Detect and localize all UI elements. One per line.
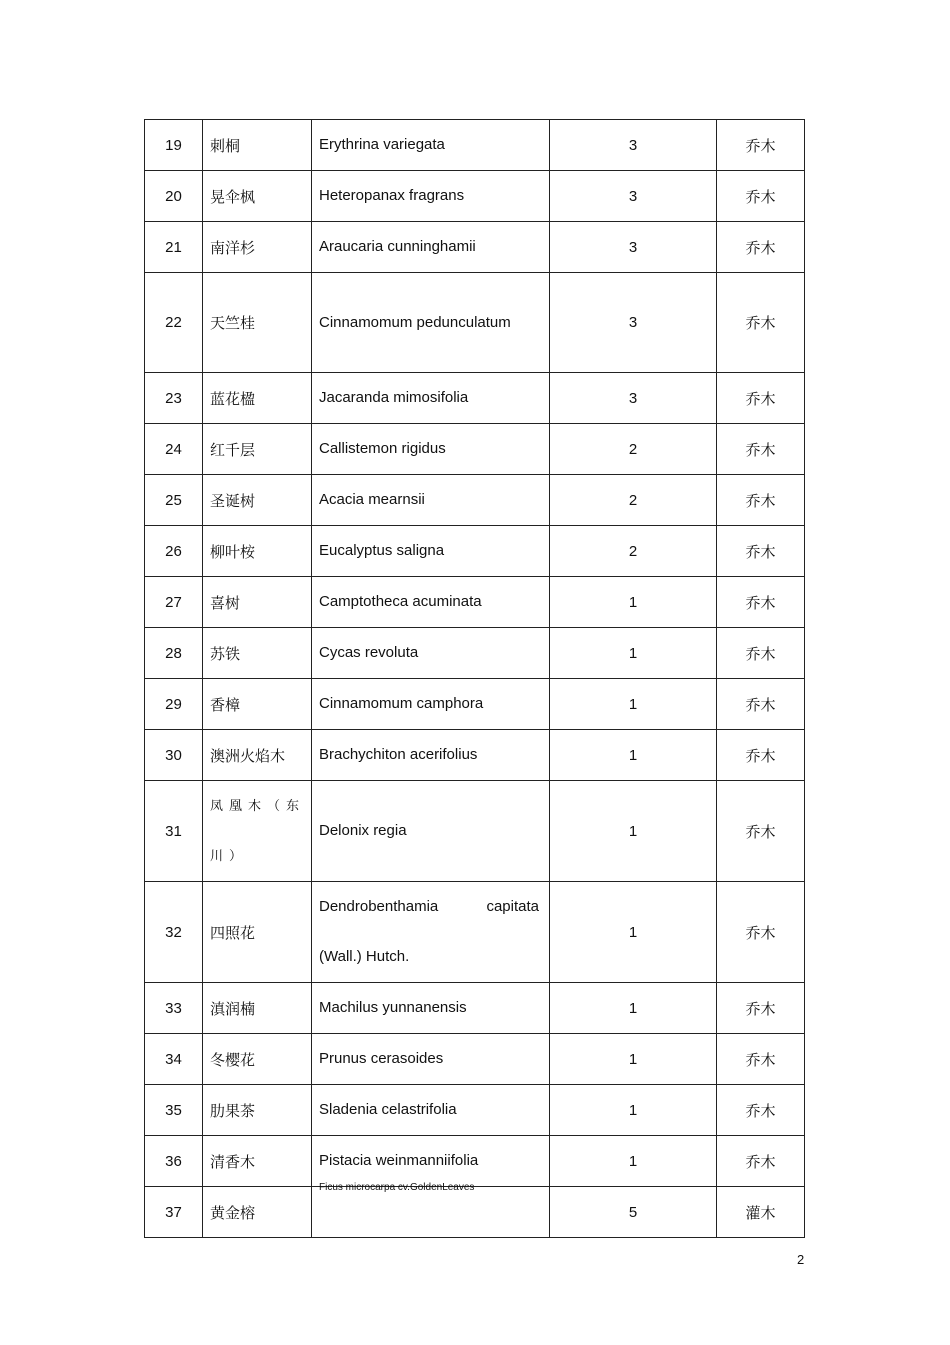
page-number: 2 (797, 1252, 805, 1267)
plant-type: 乔木 (717, 120, 805, 171)
chinese-name: 柳叶桉 (203, 526, 312, 577)
row-number: 29 (145, 679, 203, 730)
scientific-name: Callistemon rigidus (312, 424, 550, 475)
table-row (145, 882, 805, 983)
row-number: 31 (145, 781, 203, 882)
row-number: 21 (145, 222, 203, 273)
table-row (145, 222, 805, 273)
plant-type: 乔木 (717, 475, 805, 526)
row-number: 30 (145, 730, 203, 781)
plant-list-table (144, 119, 805, 1238)
scientific-name: Prunus cerasoides (312, 1034, 550, 1085)
scientific-name: Delonix regia (312, 781, 550, 882)
table-row (145, 1034, 805, 1085)
row-number: 27 (145, 577, 203, 628)
quantity: 1 (550, 628, 717, 679)
chinese-name: 冬樱花 (203, 1034, 312, 1085)
chinese-name: 香樟 (203, 679, 312, 730)
chinese-name: 滇润楠 (203, 983, 312, 1034)
chinese-name: 澳洲火焰木 (203, 730, 312, 781)
scientific-name: Brachychiton acerifolius (312, 730, 550, 781)
plant-type: 乔木 (717, 628, 805, 679)
chinese-name: 清香木 (203, 1136, 312, 1187)
row-number: 22 (145, 273, 203, 373)
quantity: 3 (550, 373, 717, 424)
scientific-name: Acacia mearnsii (312, 475, 550, 526)
quantity: 2 (550, 475, 717, 526)
plant-type: 乔木 (717, 577, 805, 628)
quantity: 1 (550, 679, 717, 730)
row-number: 26 (145, 526, 203, 577)
quantity: 1 (550, 1034, 717, 1085)
table-row (145, 120, 805, 171)
scientific-name: Cinnamomum camphora (312, 679, 550, 730)
quantity: 1 (550, 730, 717, 781)
quantity: 2 (550, 424, 717, 475)
scientific-name-wrapped: Dendrobenthamia capitata (Wall.) Hutch. (319, 898, 539, 965)
quantity: 1 (550, 1085, 717, 1136)
row-number: 23 (145, 373, 203, 424)
table-row (145, 1187, 805, 1238)
plant-type: 乔木 (717, 882, 805, 983)
chinese-name: 肋果茶 (203, 1085, 312, 1136)
row-number: 19 (145, 120, 203, 171)
scientific-name: Sladenia celastrifolia (312, 1085, 550, 1136)
scientific-name: Camptotheca acuminata (312, 577, 550, 628)
scientific-name: Cinnamomum pedunculatum (312, 273, 550, 373)
plant-type: 乔木 (717, 526, 805, 577)
row-number: 34 (145, 1034, 203, 1085)
plant-type: 乔木 (717, 222, 805, 273)
scientific-name: Jacaranda mimosifolia (312, 373, 550, 424)
table-row (145, 983, 805, 1034)
quantity: 1 (550, 1136, 717, 1187)
plant-type: 乔木 (717, 1085, 805, 1136)
quantity: 3 (550, 120, 717, 171)
table-row (145, 475, 805, 526)
chinese-name: 南洋杉 (203, 222, 312, 273)
plant-type: 乔木 (717, 983, 805, 1034)
plant-type: 乔木 (717, 1034, 805, 1085)
scientific-name (312, 1182, 550, 1238)
quantity: 5 (550, 1187, 717, 1238)
chinese-name: 晃伞枫 (203, 171, 312, 222)
row-number: 33 (145, 983, 203, 1034)
chinese-name: 刺桐 (203, 120, 312, 171)
table-row (145, 628, 805, 679)
row-number: 37 (145, 1187, 203, 1238)
chinese-name: 苏铁 (203, 628, 312, 679)
chinese-name: 黄金榕 (203, 1187, 312, 1238)
plant-type: 灌木 (717, 1187, 805, 1238)
quantity: 3 (550, 273, 717, 373)
table-row (145, 424, 805, 475)
quantity: 3 (550, 222, 717, 273)
row-number: 24 (145, 424, 203, 475)
scientific-name: Heteropanax fragrans (312, 171, 550, 222)
scientific-name: Pistacia weinmanniifolia (312, 1136, 550, 1187)
chinese-name: 蓝花楹 (203, 373, 312, 424)
plant-type: 乔木 (717, 679, 805, 730)
scientific-name (312, 882, 550, 983)
row-number: 35 (145, 1085, 203, 1136)
table-row (145, 577, 805, 628)
table-row (145, 1136, 805, 1187)
table-row (145, 730, 805, 781)
plant-type: 乔木 (717, 1136, 805, 1187)
plant-type: 乔木 (717, 171, 805, 222)
quantity: 1 (550, 983, 717, 1034)
quantity: 3 (550, 171, 717, 222)
quantity: 1 (550, 882, 717, 983)
plant-type: 乔木 (717, 424, 805, 475)
table-row (145, 1085, 805, 1136)
row-number: 20 (145, 171, 203, 222)
table-row (145, 171, 805, 222)
table-row (145, 781, 805, 882)
quantity: 1 (550, 577, 717, 628)
row-number: 32 (145, 882, 203, 983)
chinese-name: 天竺桂 (203, 273, 312, 373)
table-row (145, 526, 805, 577)
plant-type: 乔木 (717, 373, 805, 424)
chinese-name (203, 781, 312, 882)
table-row (145, 273, 805, 373)
scientific-name-small: Ficus microcarpa cv.GoldenLeaves (319, 1182, 475, 1193)
chinese-name: 圣诞树 (203, 475, 312, 526)
scientific-name: Cycas revoluta (312, 628, 550, 679)
plant-type: 乔木 (717, 730, 805, 781)
scientific-name: Eucalyptus saligna (312, 526, 550, 577)
chinese-name: 喜树 (203, 577, 312, 628)
quantity: 1 (550, 781, 717, 882)
quantity: 2 (550, 526, 717, 577)
chinese-name: 红千层 (203, 424, 312, 475)
table-row (145, 373, 805, 424)
plant-type: 乔木 (717, 273, 805, 373)
chinese-name-wrapped: 凤凰木（东川） (210, 798, 306, 863)
chinese-name: 四照花 (203, 882, 312, 983)
table-row (145, 679, 805, 730)
scientific-name: Araucaria cunninghamii (312, 222, 550, 273)
row-number: 25 (145, 475, 203, 526)
row-number: 36 (145, 1136, 203, 1187)
scientific-name: Erythrina variegata (312, 120, 550, 171)
plant-type: 乔木 (717, 781, 805, 882)
scientific-name: Machilus yunnanensis (312, 983, 550, 1034)
row-number: 28 (145, 628, 203, 679)
